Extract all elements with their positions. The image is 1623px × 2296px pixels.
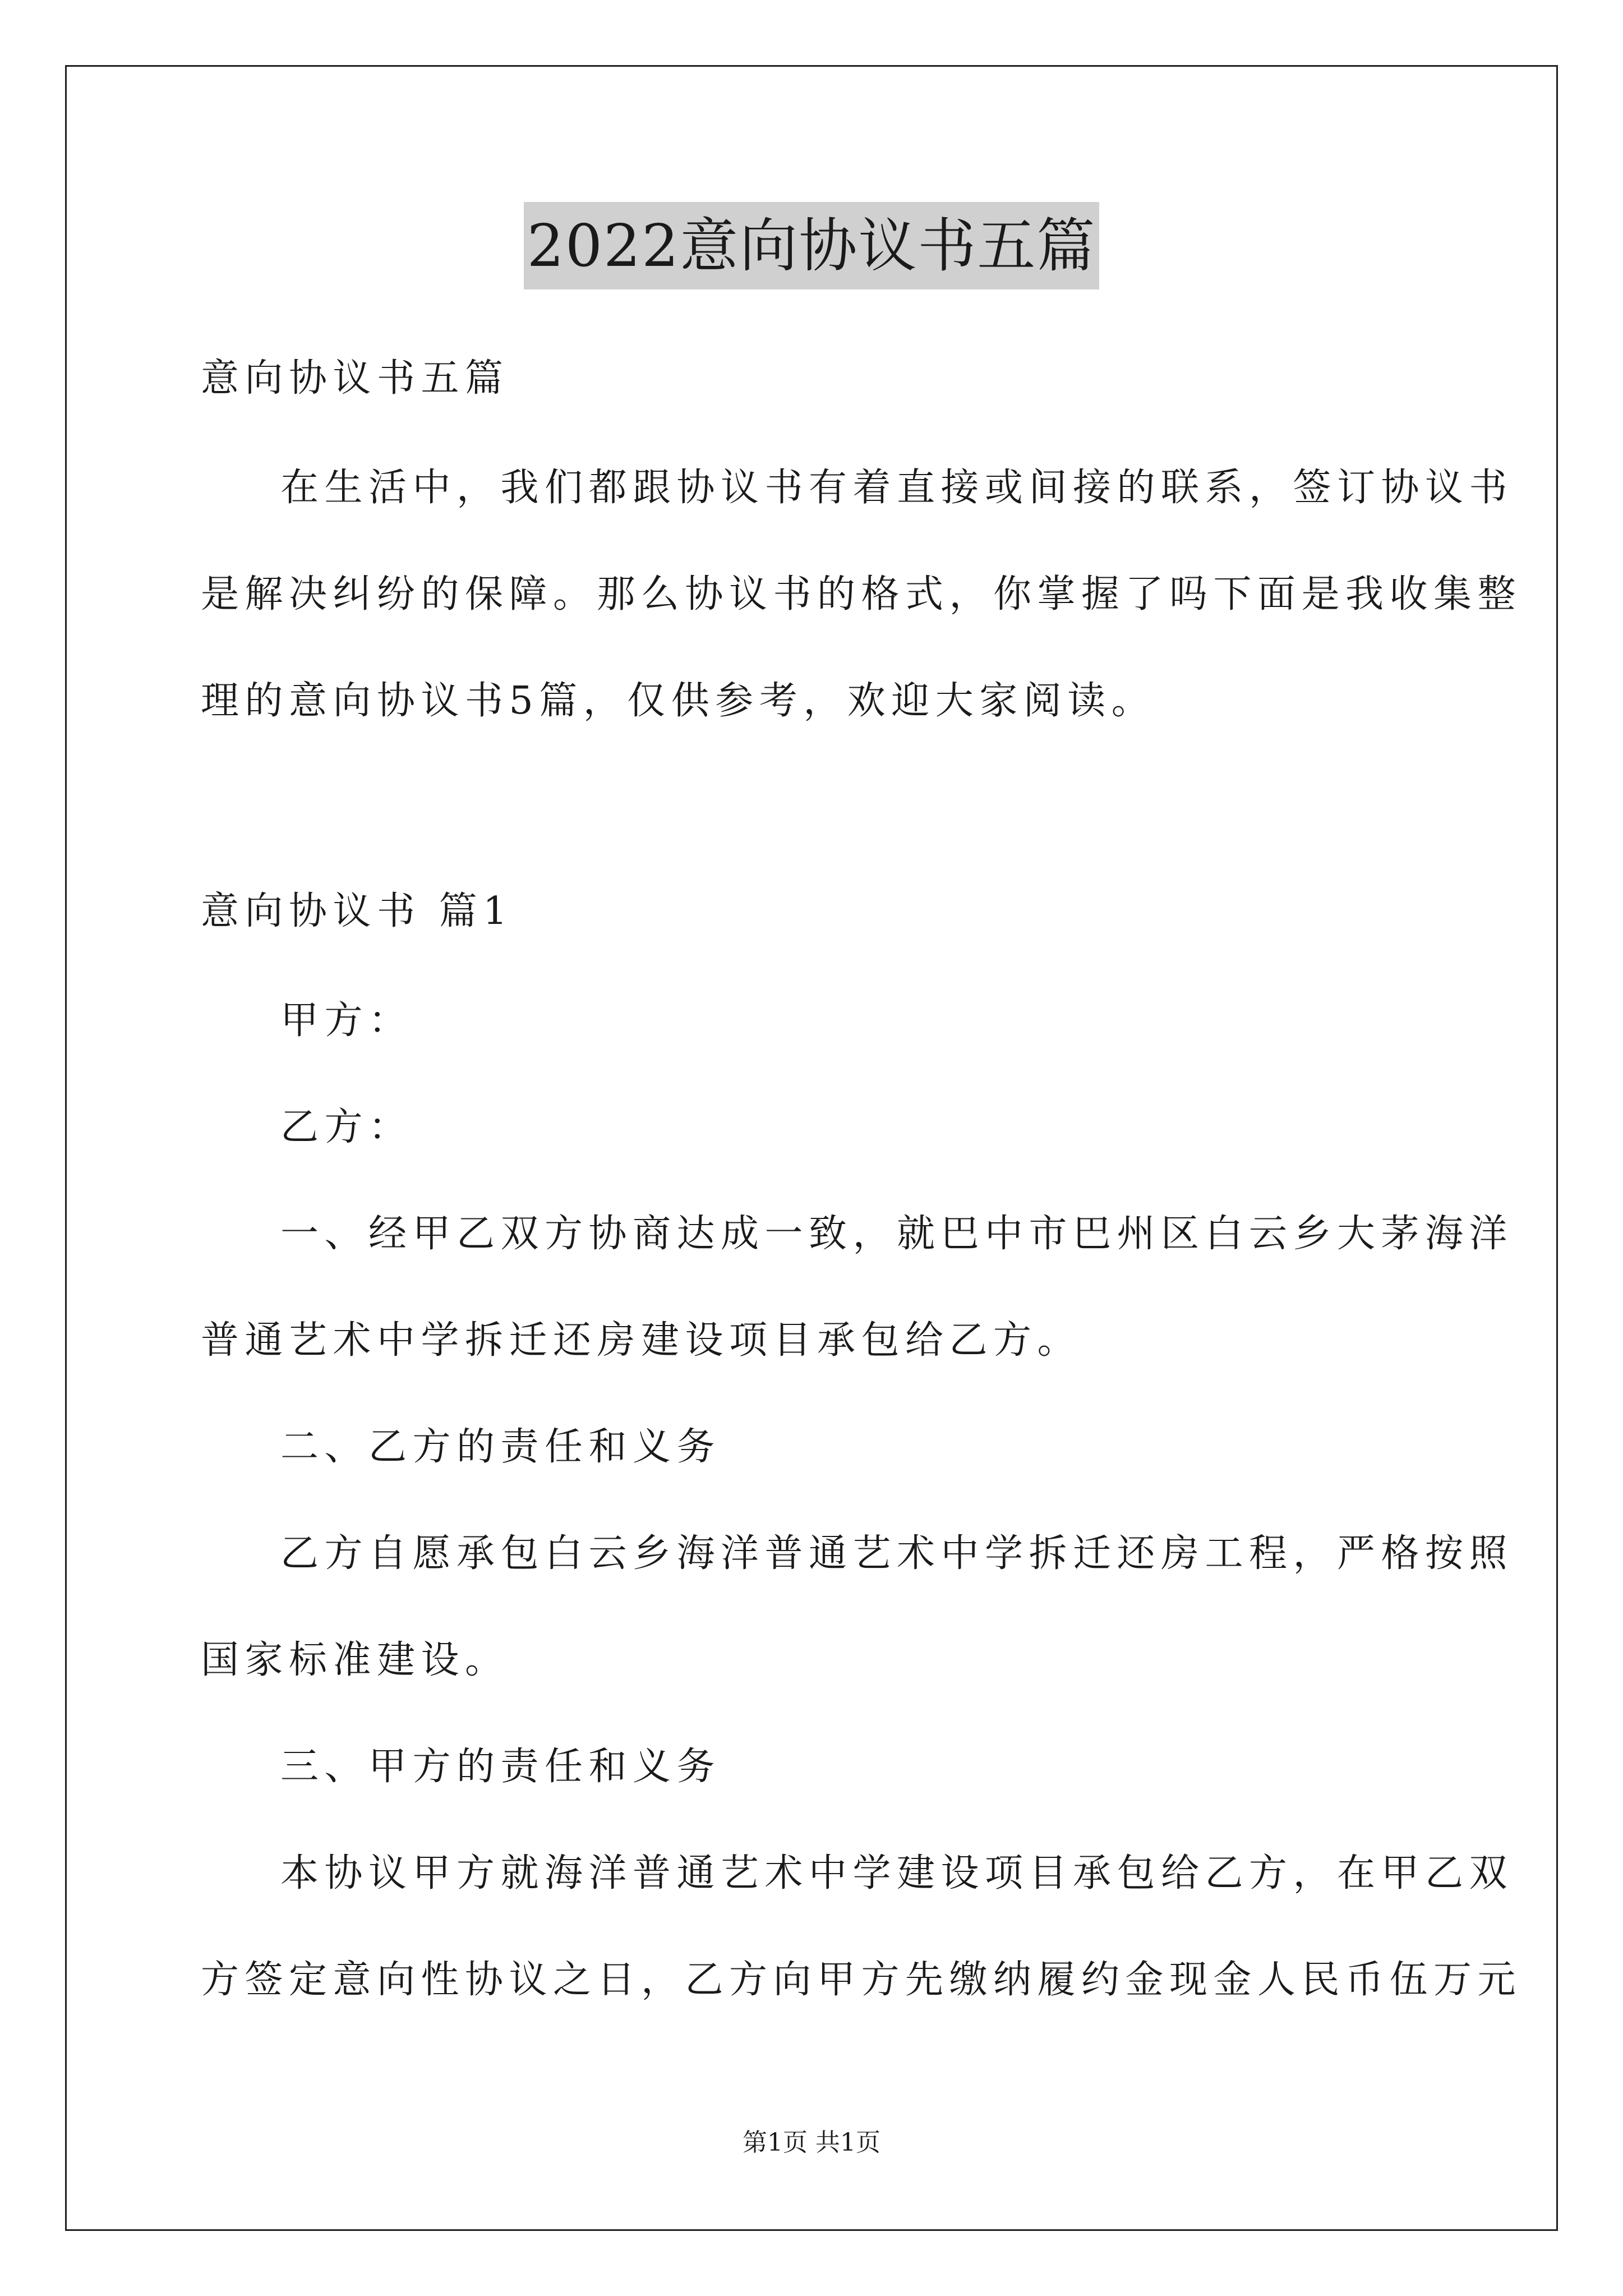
clause-2-line-1: 乙方自愿承包白云乡海洋普通艺术中学拆迁还房工程，严格按照 xyxy=(280,1531,1514,1576)
clause-3-line-1: 本协议甲方就海洋普通艺术中学建设项目承包给乙方，在甲乙双 xyxy=(280,1851,1514,1895)
title-container xyxy=(0,202,1623,289)
intro-line-3: 理的意向协议书5篇，仅供参考，欢迎大家阅读。 xyxy=(201,679,1156,723)
clause-1-line-2: 普通艺术中学拆迁还房建设项目承包给乙方。 xyxy=(201,1318,1082,1363)
clause-1-line-1: 一、经甲乙双方协商达成一致，就巴中市巴州区白云乡大茅海洋 xyxy=(280,1212,1514,1256)
intro-line-1: 在生活中，我们都跟协议书有着直接或间接的联系，签订协议书 xyxy=(280,466,1514,510)
clause-2-heading: 二、乙方的责任和义务 xyxy=(280,1425,721,1469)
section-heading: 意向协议书 篇1 xyxy=(201,889,513,933)
party-b-label: 乙方： xyxy=(280,1105,413,1149)
party-a-label: 甲方： xyxy=(280,999,413,1043)
document-title: 2022意向协议书五篇 xyxy=(524,202,1100,289)
clause-3-heading: 三、甲方的责任和义务 xyxy=(280,1745,721,1789)
subtitle: 意向协议书五篇 xyxy=(201,356,509,401)
clause-3-line-2: 方签定意向性协议之日，乙方向甲方先缴纳履约金现金人民币伍万元 xyxy=(201,1958,1522,2002)
clause-2-line-2: 国家标准建设。 xyxy=(201,1638,509,1682)
page-footer: 第1页 共1页 xyxy=(743,2128,880,2157)
intro-line-2: 是解决纠纷的保障。那么协议书的格式，你掌握了吗下面是我收集整 xyxy=(201,572,1522,616)
